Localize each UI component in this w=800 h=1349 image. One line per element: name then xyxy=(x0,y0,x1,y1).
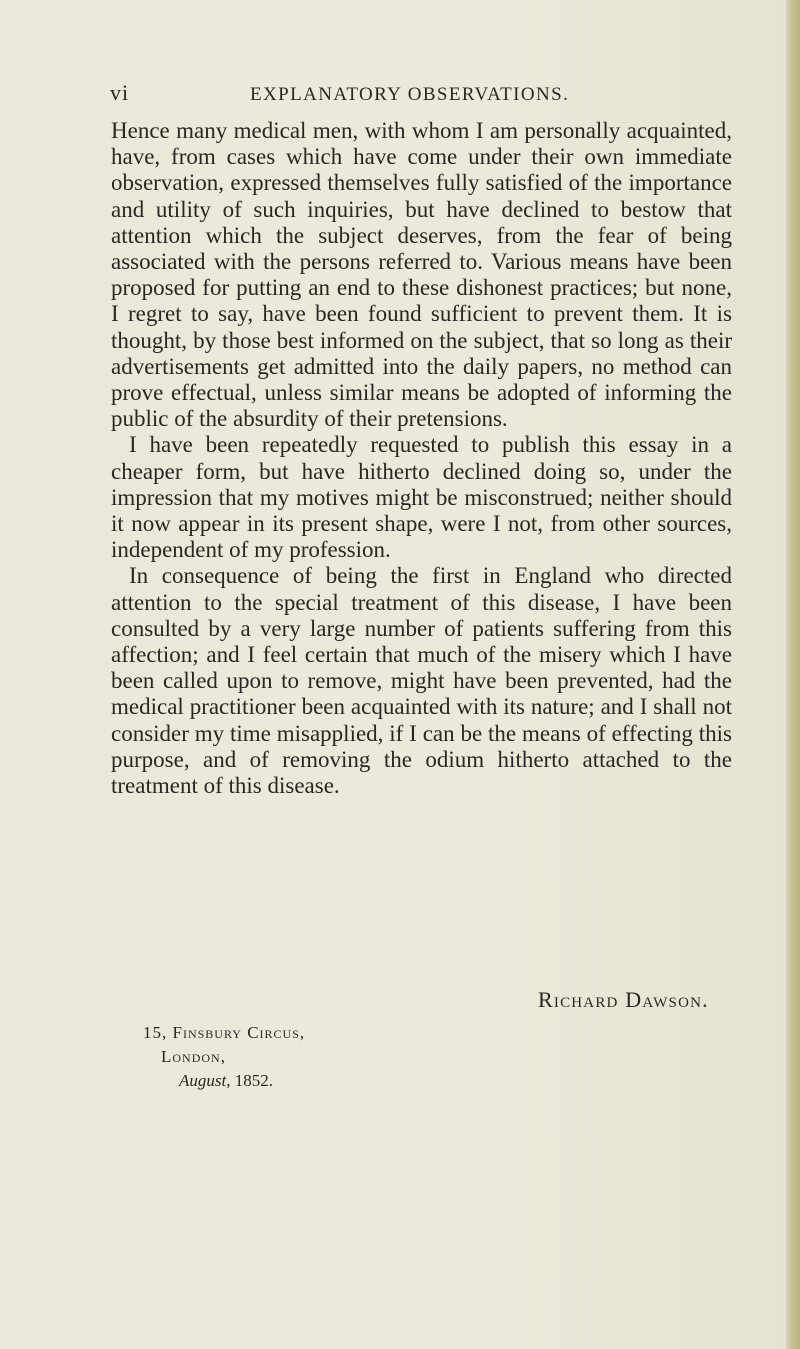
address-block xyxy=(143,1021,305,1093)
address-street: 15, Finsbury Circus, xyxy=(143,1023,306,1042)
date-year: 1852. xyxy=(234,1071,273,1090)
page-header xyxy=(110,80,730,110)
page-edge xyxy=(786,0,800,1349)
paragraph-3: In consequence of being the first in England who directed attention to the special treatment of this disease, I have been consulted by a very large number of patients suffering from this affection; and I feel certain that much of the misery which I have been called upon to remove, might have been prevented, had the medical practitioner been acquainted with its nature; and I shall not consider my time misapplied, if I can be the means of effecting this purpose, and of removing the odium hitherto attached to the treatment of this disease. xyxy=(111,563,732,799)
address-date xyxy=(143,1069,305,1093)
paragraph-1: Hence many medical men, with whom I am personally acquainted, have, from cases which have come under their own immediate observation, expressed themselves fully satisfied of the importance and utility of such inquiries, but have declined to bestow that attention which the subject deserves, from the fear of being associated with the persons referred to. Various means have been proposed for putting an end to these dishonest practices; but none, I regret to say, have been found sufficient to prevent them. It is thought, by those best informed on the subject, that so long as their advertisements get admitted into the daily papers, no method can prove effectual, unless similar means be adopted of informing the public of the absurdity of their pretensions. xyxy=(111,118,732,432)
body-text xyxy=(111,118,732,799)
paragraph-2: I have been repeatedly requested to publish this essay in a cheaper form, but have hitherto declined doing so, under the impression that my motives might be misconstrued; neither should it now appear in its present shape, were I not, from other sources, independent of my profession. xyxy=(111,432,732,563)
running-head: EXPLANATORY OBSERVATIONS. xyxy=(250,84,570,105)
date-month: August, xyxy=(179,1071,231,1090)
page-number: vi xyxy=(110,80,130,105)
author-signature: Richard Dawson. xyxy=(538,987,709,1012)
address-city: London, xyxy=(161,1047,226,1066)
